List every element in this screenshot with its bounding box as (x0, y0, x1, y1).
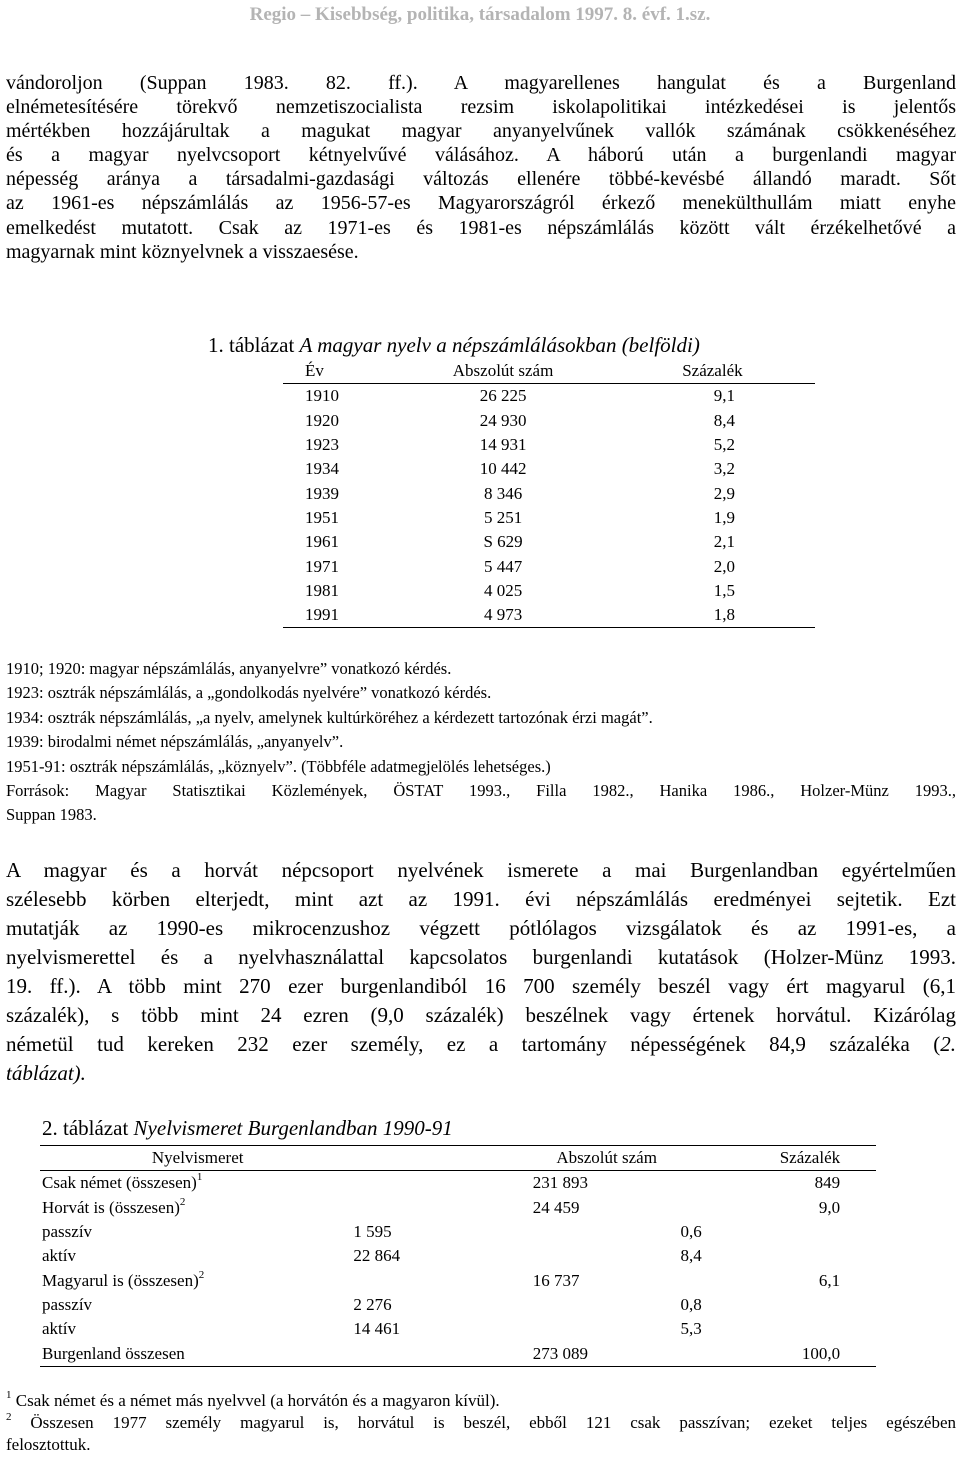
table-cell: 22 864 (353, 1246, 401, 1266)
text-line (6, 1059, 956, 1088)
table-cell: 4 973 (396, 603, 610, 628)
header-cell: Év (283, 359, 396, 384)
table-cell: 8 346 (483, 483, 523, 503)
caption-title: Nyelvismeret Burgenlandban 1990-91 (133, 1116, 453, 1140)
row-label-text: Csak német (összesen) (42, 1173, 197, 1193)
table-row (283, 457, 815, 481)
table-cell: 5 447 (483, 556, 523, 576)
footnote-mark: 2 (179, 1195, 186, 1208)
note-line: 1934: osztrák népszámlálás, „a nyelv, amelynek kultúrköréhez a kérdezett tartozónak érzi magát”. (6, 707, 653, 727)
table-row (40, 1293, 876, 1317)
table-cell: 1920 (305, 410, 339, 430)
text-line: szélesebb körben elterjedt, mint azt az 1991. évi népszámlálás eredményei sejtetik. Ezt (6, 887, 956, 911)
table-2-caption (42, 1116, 453, 1141)
table-cell (681, 1220, 841, 1244)
paragraph-1 (6, 71, 956, 264)
table-cell: 5,2 (713, 435, 735, 455)
footnotes (6, 1390, 956, 1456)
table-cell: 16 737 (532, 1270, 580, 1290)
text-line: népesség aránya a társadalmi-gazdasági változás ellenére többé-kevésbé állandó maradt. Sőt (6, 168, 956, 191)
row-label (40, 1293, 353, 1317)
table-cell (681, 1317, 841, 1341)
table-cell: 1910 (305, 386, 339, 406)
table-cell: 1971 (305, 556, 339, 576)
table-cell: 8,4 (713, 410, 735, 430)
row-label-text: aktív (42, 1319, 76, 1339)
note-line: 1923: osztrák népszámlálás, a „gondolkodás nyelvére” vonatkozó kérdés. (6, 683, 492, 703)
text-span: németül tud kereken 232 ezer személy, ez a tartomány népességének 84,9 százaléka ( (6, 1032, 941, 1056)
table-cell: 231 893 (532, 1173, 589, 1193)
table-cell (681, 1268, 841, 1292)
table-row (283, 384, 815, 409)
table-cell (533, 1220, 681, 1244)
table-row (283, 433, 815, 457)
total-percent: 849 (814, 1173, 841, 1193)
row-label-text: passzív (42, 1294, 93, 1314)
text-line (6, 1030, 956, 1059)
table-cell (681, 1293, 841, 1317)
caption-title: A magyar nyelv a népszámlálásokban (belföldi) (299, 333, 700, 357)
row-label-text: aktív (42, 1246, 76, 1266)
table-cell: 26 225 (479, 386, 527, 406)
table-cell: 1 595 (353, 1222, 392, 1242)
row-label (40, 1220, 353, 1244)
table-cell (533, 1293, 681, 1317)
total-percent: 6,1 (818, 1270, 841, 1290)
table-cell: 1951 (305, 507, 339, 527)
table-cell: 1923 (305, 435, 339, 455)
footnote-mark: 1 (6, 1389, 12, 1401)
table-cell: 2,9 (713, 483, 735, 503)
table-cell (681, 1196, 841, 1220)
footnote (6, 1390, 956, 1412)
table-cell (681, 1171, 841, 1196)
table-row (283, 409, 815, 433)
text-line: százalék), s több mint 24 ezren (9,0 százalék) beszélnek vagy értenek horvátul. Kizárólag (6, 1003, 956, 1027)
text-line: nyelvismerettel és a nyelvhasználattal kapcsolatos burgenlandi kutatások (Holzer-Münz 1993. (6, 945, 956, 969)
table-cell: 1939 (305, 483, 339, 503)
table-cell: 14 931 (479, 435, 527, 455)
running-header: Regio – Kisebbség, politika, társadalom 1997. 8. évf. 1.sz. (249, 4, 711, 25)
footnote-mark: 1 (196, 1171, 203, 1184)
row-label-text: Burgenland összesen (42, 1343, 185, 1363)
table-cell: 5 251 (483, 507, 523, 527)
note-line: 1939: birodalmi német népszámlálás, „anyanyelv”. (6, 732, 344, 752)
note-line: 1951-91: osztrák népszámlálás, „köznyelv”. (Többféle adatmegjelölés lehetséges.) (6, 756, 551, 776)
row-label-text: Magyarul is (összesen) (42, 1270, 199, 1290)
row-label (40, 1244, 353, 1268)
table-cell: 14 461 (353, 1319, 401, 1339)
text-line: vándoroljon (Suppan 1983. 82. ff.). A magyarellenes hangulat és a Burgenland (6, 72, 956, 94)
sub-percent: 8,4 (680, 1246, 702, 1266)
sub-percent: 0,6 (680, 1222, 702, 1242)
table-cell (533, 1244, 681, 1268)
table-row (40, 1220, 876, 1244)
footnote (6, 1412, 956, 1434)
table-row (283, 506, 815, 530)
table-cell: 2,1 (713, 532, 735, 552)
table-row (283, 603, 815, 628)
table-cell (353, 1341, 532, 1366)
caption-prefix: 1. táblázat (208, 333, 300, 357)
text-line: emelkedést mutatott. Csak az 1971-es és 1981-es népszámlálás között vált érzékelhetővé a (6, 216, 956, 239)
table-cell (681, 1244, 841, 1268)
table-2 (40, 1145, 876, 1367)
table-1-caption (208, 333, 700, 358)
caption-prefix: 2. táblázat (42, 1116, 134, 1140)
table-reference: táblázat). (6, 1061, 86, 1085)
table-row (40, 1196, 876, 1220)
table-cell: 2 276 (353, 1294, 392, 1314)
total-percent: 9,0 (818, 1197, 841, 1217)
header-cell: Abszolút szám (533, 1146, 681, 1171)
footnote-text: Csak német és a német más nyelvvel (a horvátón és a magyaron kívül). (11, 1391, 500, 1410)
text-line: mutatják az 1990-es mikrocenzushoz végzett pótlólagos vizsgálatok és az 1991-es, a (6, 916, 956, 940)
row-label (40, 1341, 353, 1366)
row-label (40, 1196, 353, 1220)
table-cell: 1961 (305, 532, 339, 552)
text-line: A magyar és a horvát népcsoport nyelvének ismerete a mai Burgenlandban egyértelműen (6, 858, 956, 882)
text-line: 19. ff.). A több mint 270 ezer burgenlandiból 16 700 személy beszél vagy ért magyarul (6,1 (6, 974, 956, 998)
total-percent: 100,0 (801, 1343, 841, 1363)
header-cell: Százalék (610, 359, 815, 384)
sources-line: Források: Magyar Statisztikai Közlemények, ÖSTAT 1993., Filla 1982., Hanika 1986., Holzer-Münz 1993., (6, 781, 956, 801)
footnote-text: Összesen 1977 személy magyarul is, horvátul is beszél, ebből 121 csak passzívan; ezeket teljes egészében (11, 1413, 956, 1432)
paragraph-2 (6, 856, 956, 1088)
table-cell: 1991 (283, 603, 396, 628)
text-line: az 1961-es népszámlálás az 1956-57-es Magyarországról érkező menekülthullám miatt enyhe (6, 192, 956, 215)
table-cell: 4 025 (483, 580, 523, 600)
header-cell: Nyelvismeret (40, 1146, 353, 1171)
sources-line: Suppan 1983. (6, 805, 97, 825)
note-line: 1910; 1920: magyar népszámlálás, anyanyelvre” vonatkozó kérdés. (6, 659, 452, 678)
row-label (40, 1171, 353, 1196)
text-line: elnémetesítésére törekvő nemzetiszocialista rezsim iskolapolitikai intézkedései is jelentős (6, 96, 956, 119)
table-1 (283, 359, 815, 628)
table-row (283, 579, 815, 603)
sub-percent: 5,3 (680, 1319, 702, 1339)
sub-percent: 0,8 (680, 1294, 702, 1314)
table-cell (353, 1268, 532, 1292)
table-cell: 1981 (305, 580, 339, 600)
table-header-row (283, 359, 815, 384)
header-cell: Abszolút szám (396, 359, 610, 384)
table-cell: 10 442 (479, 459, 527, 479)
text-line: mértékben hozzájárultak a magukat magyar anyanyelvűnek vallók számának csökkenéséhez (6, 120, 956, 143)
table-row (40, 1317, 876, 1341)
row-label (40, 1268, 353, 1292)
table-cell (681, 1341, 841, 1366)
table-row (40, 1171, 876, 1196)
footnote-mark: 2 (198, 1268, 205, 1281)
table-row (40, 1268, 876, 1292)
table-row (283, 481, 815, 505)
table-row (283, 530, 815, 554)
table-header-row (40, 1146, 876, 1171)
table-cell: 1934 (305, 459, 339, 479)
table-cell (533, 1317, 681, 1341)
table-cell: 1,5 (713, 580, 735, 600)
table-cell: 24 930 (479, 410, 527, 430)
text-line: magyarnak mint köznyelvnek a visszaesése. (6, 240, 359, 263)
table-cell: S 629 (483, 532, 523, 552)
footnote-mark: 2 (6, 1411, 12, 1423)
table-cell: 1,8 (610, 603, 815, 628)
table-1-notes (6, 657, 956, 828)
table-row (40, 1244, 876, 1268)
table-row (283, 554, 815, 578)
table-cell: 273 089 (533, 1341, 681, 1366)
table-cell: 9,1 (713, 386, 735, 406)
row-label-text: Horvát is (összesen) (42, 1197, 180, 1217)
table-cell: 2,0 (713, 556, 735, 576)
table-row (40, 1341, 876, 1366)
table-cell: 24 459 (532, 1197, 580, 1217)
table-cell (353, 1171, 532, 1196)
row-label-text: passzív (42, 1222, 93, 1242)
footnote-continuation: felosztottuk. (6, 1435, 91, 1454)
header-cell: Százalék (681, 1146, 841, 1171)
table-cell: 3,2 (713, 459, 735, 479)
table-reference: 2. (940, 1032, 956, 1056)
row-label (40, 1317, 353, 1341)
table-cell: 1,9 (713, 507, 735, 527)
text-line: és a magyar nyelvcsoport kétnyelvűvé válásához. A háború után a burgenlandi magyar (6, 144, 956, 167)
table-cell (353, 1196, 532, 1220)
